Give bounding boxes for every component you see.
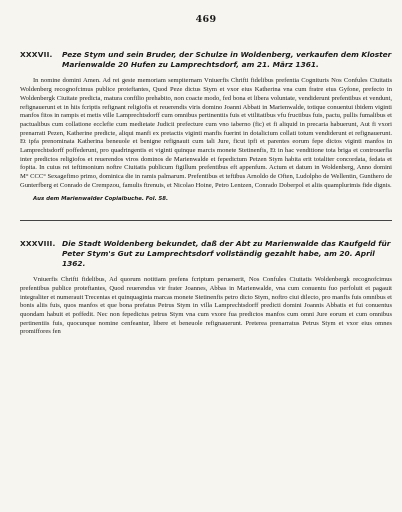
document-source: Aus dem Marienwalder Copialbuche. Fol. 58.: [33, 195, 169, 202]
document-number: XXXVIII.: [20, 238, 56, 248]
section-divider: [20, 220, 392, 221]
document-body: Vniuerfis Chrifti fidelibus, Ad quorum notitiam prefens fcriptum peruenerit, Nos Confules Ciuitatis Woldenbergk recognofcimus prefentibus publice proteftantes, Quod reuerendus vir frater Joannes, Abbas in Marienwalde, vna cum conuentu fuo perfoluit et pagauit integraliter et numerauit Trecentas et quinquaginta marcas monete Stetinenfis petro dicto Stym, noftro ciui dilecto, pro manfis fuis omnibus et bonis aliis fuis, quos manfos et que bona prefatus Petrus Stym in villa Lamprechtsdorff predicti domini Joannis Abbatis et fui conuentus quondam habuit et poffedit. Nec non fepedictus petrus Stym vna cum vxore fua predictos manfos cum omni Jure eorum et cum omnibus pertinentiis fuis, quocunque nomine cenfeantur, libere et beneuole refignauerunt. Preterea prenarratus Petrus Stym et vxor eius omnes promiffores fen: [20, 276, 392, 336]
document-body: In nomine domini Amen. Ad rei geste memoriam sempiternam Vniuerfis Chrifti fidelibus prefentia Cognituris Nos Confules Ciuitatis Woldenberg recognofcimus publice proteftantes, Quod Peze dictus Stym et vxor eius Katherina vna cum fratre eius Gyfone, prefecto in Woldenbergk Ciuitate predicta, matura confilio prehabito, non coacte modo, fed bona et libera voluntate, vendiderunt prefentibus et vendunt, refignauerunt et in hiis fcriptis refignant religiofis et reuerendis viris domino Joanni Abbati in Marienwalde, totique conuentui ibidem viginti manfos fitos in rampis et metis ville Lamprechtsdorff cum omnibus pertinentiis fuis et vtilitatibus vfu fructibus fuis, pactu, pullis fumalibus et pactualibus cum collatione ecclefie cum medietate Judicii prefecture cum vno iaberno (fic) et fi aliquid in precaria habuerunt, Aut fi vxori prenarrati Pezen, Katherine predicte, aliqui manfi ex pretactis viginti manfis fuerint in dotalicium collati totum vendiderunt et refignauerunt. Et ipfa prenominata Katherina beneuole et benigne refignauit cum tali Jure, ficut ipfi et parentes eorum fepe dictos viginti manfos in Lamprechtsdorff poffederunt, pro quadringentis et viginti quinque marcis monete Stetinenfis, Et in hac venditione tota briga et controuerfia inter predictos religiofos et reuerendos viros dominos de Marienwalde et fepedictum Petzen Stym habita erit totaliter concordata, fedata et fopita. In cuius rei teftimonium noftre Ciuitatis publicum figillum prefentibus eft appenfum. Actum et datum in Woldenberg, Anno domini M° CCC° Sexagefimo primo, dominica die in ramis palmarum. Prefentibus et teftibus Arnoldo de Often, Ludolpho de Wellentin, Gunthero de Gunterfberg et Conrado de Crempzou, famulis ftrenuis, et Nicolao Hoine, Petro Lentzen, Conrado Doberpol et aliis quamplurimis fide dignis.: [20, 77, 392, 189]
document-number: XXXVII.: [20, 50, 53, 59]
document-heading: [20, 50, 392, 70]
page-number: 469: [195, 14, 217, 25]
document-title: Peze Stym und sein Bruder, der Schulze in Woldenberg, verkaufen dem Kloster Marienwalde 20 Hufen zu Lamprechtsdorf, am 21. März 1361.: [62, 50, 392, 70]
document-title: Die Stadt Woldenberg bekundet, daß der Abt zu Marienwalde das Kaufgeld für Peter Stym's Gut zu Lamprechtsdorf vollständig gezahlt habe, am 20. April 1362.: [62, 238, 391, 268]
document-page: [20, 14, 392, 337]
document-section: [20, 239, 392, 338]
document-section: [20, 50, 392, 202]
document-heading: [20, 239, 392, 270]
